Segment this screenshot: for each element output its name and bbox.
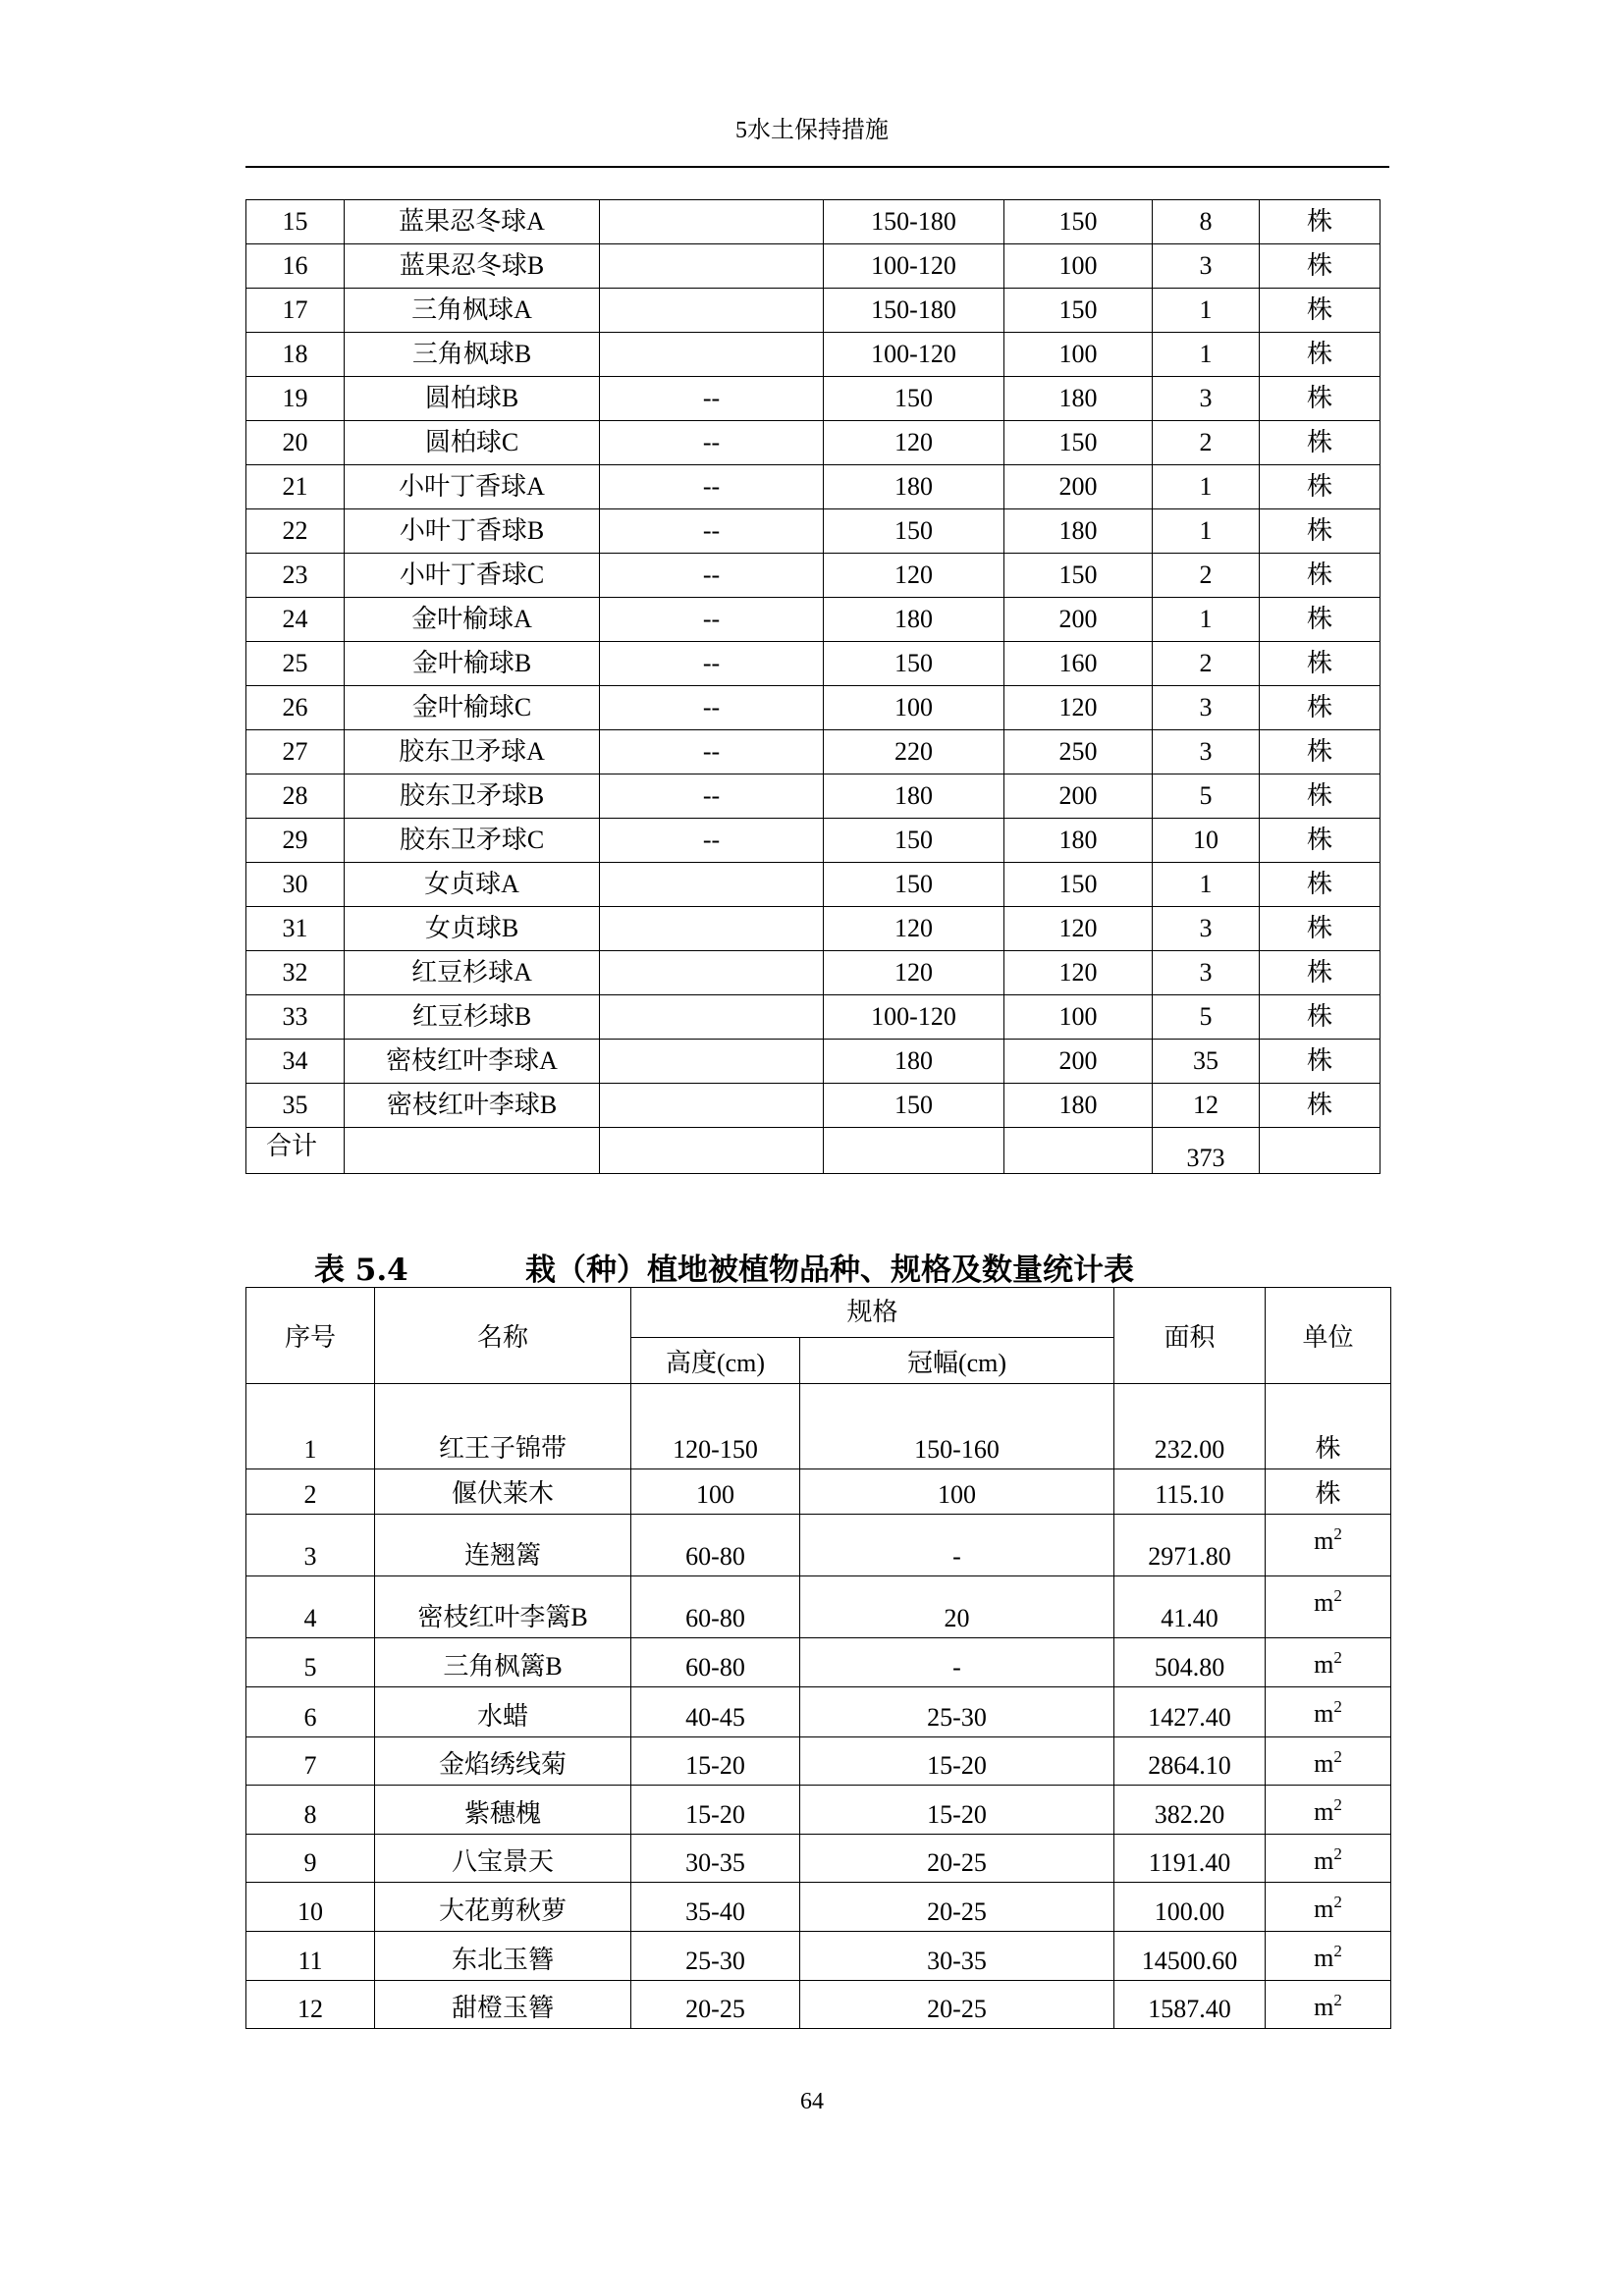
unit-exponent: 2 <box>1333 1844 1342 1863</box>
quantity-cell: 3 <box>1153 377 1260 421</box>
total-quantity: 373 <box>1153 1128 1260 1174</box>
crown-cell: 150-160 <box>800 1384 1114 1469</box>
crown-cell: 150 <box>1004 554 1153 598</box>
crown-cell: 150 <box>1004 421 1153 465</box>
crown-cell: 200 <box>1004 1040 1153 1084</box>
total-empty-cell <box>600 1128 824 1174</box>
spec-cell <box>600 995 824 1040</box>
row-number: 9 <box>246 1835 375 1883</box>
header-crown: 冠幅(cm) <box>800 1338 1114 1384</box>
height-cell: 60-80 <box>631 1638 800 1687</box>
area-cell: 41.40 <box>1114 1576 1266 1638</box>
plant-name: 密枝红叶李球A <box>345 1040 600 1084</box>
row-number: 8 <box>246 1786 375 1835</box>
quantity-cell: 2 <box>1153 642 1260 686</box>
row-number: 2 <box>246 1469 375 1515</box>
quantity-cell: 35 <box>1153 1040 1260 1084</box>
row-number: 27 <box>246 730 345 774</box>
unit-exponent: 2 <box>1333 1586 1342 1605</box>
height-cell: 30-35 <box>631 1835 800 1883</box>
crown-cell: 25-30 <box>800 1687 1114 1737</box>
shrub-ball-table <box>245 199 1380 1174</box>
quantity-cell: 8 <box>1153 200 1260 244</box>
unit-base: m <box>1314 1895 1334 1923</box>
shrub-ball-table-body <box>246 200 1380 1128</box>
plant-name: 偃伏莱木 <box>375 1469 631 1515</box>
unit-base: m <box>1314 1588 1334 1617</box>
unit-exponent: 2 <box>1333 1893 1342 1911</box>
unit-base: m <box>1314 1846 1334 1875</box>
area-cell: 2864.10 <box>1114 1737 1266 1786</box>
header-height: 高度(cm) <box>631 1338 800 1384</box>
height-cell: 100-120 <box>824 333 1004 377</box>
unit-cell: 株 <box>1260 244 1380 289</box>
plant-name: 大花剪秋萝 <box>375 1883 631 1932</box>
crown-cell: 30-35 <box>800 1932 1114 1981</box>
crown-cell: 160 <box>1004 642 1153 686</box>
quantity-cell: 3 <box>1153 951 1260 995</box>
unit-cell <box>1266 1638 1391 1687</box>
area-cell: 100.00 <box>1114 1883 1266 1932</box>
row-number: 7 <box>246 1737 375 1786</box>
unit-cell <box>1266 1835 1391 1883</box>
plant-name: 蓝果忍冬球A <box>345 200 600 244</box>
height-cell: 120 <box>824 907 1004 951</box>
height-cell: 120 <box>824 421 1004 465</box>
crown-cell: 20-25 <box>800 1883 1114 1932</box>
quantity-cell: 12 <box>1153 1084 1260 1128</box>
height-cell: 150 <box>824 863 1004 907</box>
plant-name: 密枝红叶李球B <box>345 1084 600 1128</box>
spec-cell: -- <box>600 421 824 465</box>
total-empty-cell <box>345 1128 600 1174</box>
unit-cell: 株 <box>1260 686 1380 730</box>
quantity-cell: 5 <box>1153 774 1260 819</box>
spec-cell <box>600 951 824 995</box>
row-number: 3 <box>246 1515 375 1576</box>
unit-cell <box>1266 1515 1391 1576</box>
table-row <box>246 1981 1391 2029</box>
row-number: 32 <box>246 951 345 995</box>
height-cell: 120-150 <box>631 1384 800 1469</box>
unit-cell: 株 <box>1260 465 1380 509</box>
header-divider <box>245 166 1389 168</box>
unit-exponent: 2 <box>1333 1942 1342 1960</box>
unit-cell <box>1266 1687 1391 1737</box>
plant-name: 小叶丁香球C <box>345 554 600 598</box>
plant-name: 三角枫球B <box>345 333 600 377</box>
quantity-cell: 1 <box>1153 289 1260 333</box>
unit-cell <box>1266 1786 1391 1835</box>
height-cell: 150-180 <box>824 200 1004 244</box>
row-number: 35 <box>246 1084 345 1128</box>
area-cell: 504.80 <box>1114 1638 1266 1687</box>
unit-base: m <box>1314 1699 1334 1728</box>
header-area: 面积 <box>1114 1288 1266 1384</box>
page-number: 64 <box>800 2089 824 2114</box>
row-number: 4 <box>246 1576 375 1638</box>
plant-name: 蓝果忍冬球B <box>345 244 600 289</box>
table-row <box>246 1932 1391 1981</box>
spec-cell: -- <box>600 730 824 774</box>
header-name: 名称 <box>375 1288 631 1384</box>
unit-base: m <box>1314 1749 1334 1778</box>
total-empty-cell <box>1260 1128 1380 1174</box>
spec-cell <box>600 244 824 289</box>
crown-cell: 150 <box>1004 863 1153 907</box>
crown-cell: 150 <box>1004 200 1153 244</box>
crown-cell: 250 <box>1004 730 1153 774</box>
plant-name: 红豆杉球A <box>345 951 600 995</box>
row-number: 26 <box>246 686 345 730</box>
row-number: 11 <box>246 1932 375 1981</box>
plant-name: 密枝红叶李篱B <box>375 1576 631 1638</box>
row-number: 15 <box>246 200 345 244</box>
table-row <box>246 200 1380 244</box>
height-cell: 15-20 <box>631 1786 800 1835</box>
unit-base: m <box>1314 1944 1334 1972</box>
unit-cell <box>1266 1576 1391 1638</box>
unit-cell: 株 <box>1266 1384 1391 1469</box>
crown-cell: 100 <box>1004 333 1153 377</box>
header-row <box>246 1288 1391 1338</box>
height-cell: 100 <box>631 1469 800 1515</box>
plant-name: 金叶榆球B <box>345 642 600 686</box>
row-number: 17 <box>246 289 345 333</box>
plant-name: 金叶榆球A <box>345 598 600 642</box>
table-row <box>246 598 1380 642</box>
unit-exponent: 2 <box>1333 1991 1342 2009</box>
area-cell: 1587.40 <box>1114 1981 1266 2029</box>
table-row <box>246 377 1380 421</box>
spec-cell <box>600 289 824 333</box>
spec-cell: -- <box>600 686 824 730</box>
quantity-cell: 5 <box>1153 995 1260 1040</box>
quantity-cell: 1 <box>1153 509 1260 554</box>
table-row <box>246 244 1380 289</box>
unit-base: m <box>1314 1797 1334 1826</box>
area-cell: 14500.60 <box>1114 1932 1266 1981</box>
plant-name: 女贞球B <box>345 907 600 951</box>
unit-cell <box>1266 1883 1391 1932</box>
unit-base: m <box>1314 1526 1334 1555</box>
row-number: 24 <box>246 598 345 642</box>
height-cell: 20-25 <box>631 1981 800 2029</box>
area-cell: 382.20 <box>1114 1786 1266 1835</box>
plant-name: 红王子锦带 <box>375 1384 631 1469</box>
unit-exponent: 2 <box>1333 1524 1342 1543</box>
plant-name: 胶东卫矛球A <box>345 730 600 774</box>
spec-cell <box>600 1084 824 1128</box>
crown-cell: - <box>800 1515 1114 1576</box>
crown-cell: 120 <box>1004 951 1153 995</box>
table-row <box>246 1040 1380 1084</box>
unit-base: m <box>1314 1993 1334 2021</box>
crown-cell: 20-25 <box>800 1981 1114 2029</box>
crown-cell: 120 <box>1004 907 1153 951</box>
quantity-cell: 2 <box>1153 421 1260 465</box>
height-cell: 100-120 <box>824 995 1004 1040</box>
header-serial: 序号 <box>246 1288 375 1384</box>
crown-cell: 20 <box>800 1576 1114 1638</box>
table-row <box>246 465 1380 509</box>
unit-cell <box>1266 1737 1391 1786</box>
height-cell: 120 <box>824 951 1004 995</box>
table-row <box>246 951 1380 995</box>
height-cell: 25-30 <box>631 1932 800 1981</box>
row-number: 23 <box>246 554 345 598</box>
groundcover-table <box>245 1287 1391 2029</box>
area-cell: 232.00 <box>1114 1384 1266 1469</box>
crown-cell: 180 <box>1004 819 1153 863</box>
area-cell: 1427.40 <box>1114 1687 1266 1737</box>
quantity-cell: 2 <box>1153 554 1260 598</box>
unit-cell <box>1266 1932 1391 1981</box>
crown-cell: 100 <box>1004 244 1153 289</box>
table-row <box>246 1687 1391 1737</box>
plant-name: 胶东卫矛球C <box>345 819 600 863</box>
table-row <box>246 1883 1391 1932</box>
height-cell: 120 <box>824 554 1004 598</box>
table-row <box>246 1084 1380 1128</box>
unit-base: m <box>1314 1650 1334 1679</box>
plant-name: 金叶榆球C <box>345 686 600 730</box>
table-row <box>246 774 1380 819</box>
unit-cell: 株 <box>1260 642 1380 686</box>
unit-cell: 株 <box>1260 1084 1380 1128</box>
spec-cell <box>600 863 824 907</box>
row-number: 18 <box>246 333 345 377</box>
quantity-cell: 3 <box>1153 907 1260 951</box>
total-label: 合计 <box>246 1128 345 1174</box>
table-row <box>246 1384 1391 1469</box>
table-row <box>246 907 1380 951</box>
plant-name: 小叶丁香球A <box>345 465 600 509</box>
row-number: 34 <box>246 1040 345 1084</box>
row-number: 5 <box>246 1638 375 1687</box>
plant-name: 东北玉簪 <box>375 1932 631 1981</box>
table-row <box>246 554 1380 598</box>
unit-cell: 株 <box>1260 863 1380 907</box>
plant-name: 圆柏球C <box>345 421 600 465</box>
crown-cell: - <box>800 1638 1114 1687</box>
table-row <box>246 819 1380 863</box>
table-row <box>246 1515 1391 1576</box>
crown-cell: 120 <box>1004 686 1153 730</box>
row-number: 1 <box>246 1384 375 1469</box>
quantity-cell: 10 <box>1153 819 1260 863</box>
quantity-cell: 3 <box>1153 686 1260 730</box>
crown-cell: 15-20 <box>800 1786 1114 1835</box>
row-number: 30 <box>246 863 345 907</box>
row-number: 21 <box>246 465 345 509</box>
plant-name: 女贞球A <box>345 863 600 907</box>
quantity-cell: 3 <box>1153 730 1260 774</box>
unit-exponent: 2 <box>1333 1648 1342 1667</box>
quantity-cell: 1 <box>1153 333 1260 377</box>
height-cell: 60-80 <box>631 1515 800 1576</box>
plant-name: 八宝景天 <box>375 1835 631 1883</box>
table-caption-number: 表 5.4 <box>314 1253 408 1288</box>
table-row <box>246 1835 1391 1883</box>
unit-cell: 株 <box>1260 421 1380 465</box>
row-number: 12 <box>246 1981 375 2029</box>
height-cell: 100 <box>824 686 1004 730</box>
unit-cell: 株 <box>1260 995 1380 1040</box>
unit-cell: 株 <box>1260 333 1380 377</box>
header-unit: 单位 <box>1266 1288 1391 1384</box>
spec-cell: -- <box>600 642 824 686</box>
table-row <box>246 642 1380 686</box>
unit-cell: 株 <box>1260 377 1380 421</box>
unit-cell: 株 <box>1260 1040 1380 1084</box>
crown-cell: 180 <box>1004 377 1153 421</box>
table-row <box>246 863 1380 907</box>
height-cell: 150 <box>824 377 1004 421</box>
groundcover-table-body <box>246 1384 1391 2029</box>
table-row <box>246 289 1380 333</box>
height-cell: 150 <box>824 642 1004 686</box>
plant-name: 胶东卫矛球B <box>345 774 600 819</box>
table-row <box>246 421 1380 465</box>
height-cell: 40-45 <box>631 1687 800 1737</box>
height-cell: 15-20 <box>631 1737 800 1786</box>
table-row <box>246 1786 1391 1835</box>
table-caption <box>314 1245 1134 1289</box>
quantity-cell: 1 <box>1153 598 1260 642</box>
crown-cell: 180 <box>1004 509 1153 554</box>
unit-cell: 株 <box>1260 774 1380 819</box>
plant-name: 金焰绣线菊 <box>375 1737 631 1786</box>
spec-cell: -- <box>600 465 824 509</box>
unit-cell: 株 <box>1260 730 1380 774</box>
area-cell: 1191.40 <box>1114 1835 1266 1883</box>
crown-cell: 180 <box>1004 1084 1153 1128</box>
table-row <box>246 509 1380 554</box>
plant-name: 水蜡 <box>375 1687 631 1737</box>
crown-cell: 200 <box>1004 598 1153 642</box>
crown-cell: 20-25 <box>800 1835 1114 1883</box>
plant-name: 圆柏球B <box>345 377 600 421</box>
row-number: 6 <box>246 1687 375 1737</box>
total-empty-cell <box>1004 1128 1153 1174</box>
plant-name: 紫穗槐 <box>375 1786 631 1835</box>
row-number: 29 <box>246 819 345 863</box>
crown-cell: 100 <box>1004 995 1153 1040</box>
unit-cell: 株 <box>1260 951 1380 995</box>
spec-cell: -- <box>600 598 824 642</box>
table-row <box>246 333 1380 377</box>
table-row <box>246 1737 1391 1786</box>
spec-cell <box>600 1040 824 1084</box>
height-cell: 35-40 <box>631 1883 800 1932</box>
row-number: 20 <box>246 421 345 465</box>
height-cell: 60-80 <box>631 1576 800 1638</box>
spec-cell <box>600 907 824 951</box>
height-cell: 180 <box>824 465 1004 509</box>
height-cell: 180 <box>824 1040 1004 1084</box>
spec-cell: -- <box>600 554 824 598</box>
plant-name: 三角枫篱B <box>375 1638 631 1687</box>
unit-cell: 株 <box>1260 598 1380 642</box>
running-header: 5水土保持措施 <box>735 118 889 143</box>
crown-cell: 15-20 <box>800 1737 1114 1786</box>
header-spec: 规格 <box>631 1288 1114 1338</box>
spec-cell <box>600 333 824 377</box>
table-row <box>246 1469 1391 1515</box>
spec-cell: -- <box>600 509 824 554</box>
unit-cell: 株 <box>1260 554 1380 598</box>
height-cell: 150 <box>824 509 1004 554</box>
unit-cell: 株 <box>1260 509 1380 554</box>
spec-cell: -- <box>600 819 824 863</box>
quantity-cell: 1 <box>1153 465 1260 509</box>
unit-cell <box>1266 1981 1391 2029</box>
table-row <box>246 1576 1391 1638</box>
crown-cell: 100 <box>800 1469 1114 1515</box>
crown-cell: 200 <box>1004 774 1153 819</box>
row-number: 22 <box>246 509 345 554</box>
height-cell: 180 <box>824 774 1004 819</box>
area-cell: 115.10 <box>1114 1469 1266 1515</box>
row-number: 33 <box>246 995 345 1040</box>
spec-cell: -- <box>600 774 824 819</box>
unit-exponent: 2 <box>1333 1697 1342 1716</box>
unit-exponent: 2 <box>1333 1795 1342 1814</box>
row-number: 25 <box>246 642 345 686</box>
row-number: 31 <box>246 907 345 951</box>
area-cell: 2971.80 <box>1114 1515 1266 1576</box>
quantity-cell: 3 <box>1153 244 1260 289</box>
table-caption-title: 栽（种）植地被植物品种、规格及数量统计表 <box>525 1253 1134 1288</box>
total-empty-cell <box>824 1128 1004 1174</box>
spec-cell: -- <box>600 377 824 421</box>
plant-name: 红豆杉球B <box>345 995 600 1040</box>
unit-cell: 株 <box>1266 1469 1391 1515</box>
unit-cell: 株 <box>1260 200 1380 244</box>
height-cell: 180 <box>824 598 1004 642</box>
plant-name: 小叶丁香球B <box>345 509 600 554</box>
table-row <box>246 730 1380 774</box>
unit-cell: 株 <box>1260 819 1380 863</box>
row-number: 19 <box>246 377 345 421</box>
plant-name: 连翘篱 <box>375 1515 631 1576</box>
spec-cell <box>600 200 824 244</box>
height-cell: 150 <box>824 819 1004 863</box>
crown-cell: 200 <box>1004 465 1153 509</box>
total-row <box>246 1128 1380 1174</box>
unit-cell: 株 <box>1260 289 1380 333</box>
row-number: 16 <box>246 244 345 289</box>
plant-name: 甜橙玉簪 <box>375 1981 631 2029</box>
height-cell: 150-180 <box>824 289 1004 333</box>
crown-cell: 150 <box>1004 289 1153 333</box>
quantity-cell: 1 <box>1153 863 1260 907</box>
height-cell: 100-120 <box>824 244 1004 289</box>
table-row <box>246 995 1380 1040</box>
unit-exponent: 2 <box>1333 1747 1342 1766</box>
row-number: 28 <box>246 774 345 819</box>
plant-name: 三角枫球A <box>345 289 600 333</box>
unit-cell: 株 <box>1260 907 1380 951</box>
height-cell: 220 <box>824 730 1004 774</box>
row-number: 10 <box>246 1883 375 1932</box>
table-row <box>246 686 1380 730</box>
height-cell: 150 <box>824 1084 1004 1128</box>
table-row <box>246 1638 1391 1687</box>
